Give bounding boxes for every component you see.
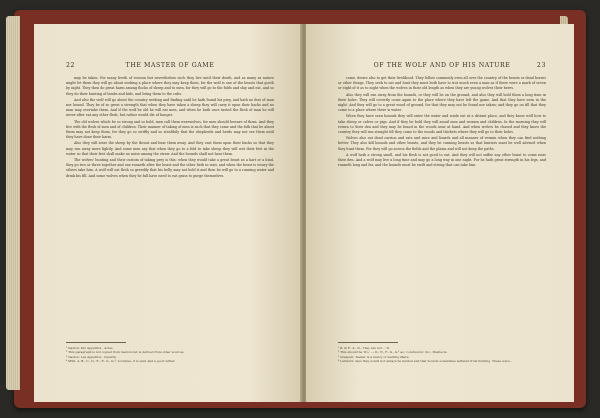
paragraph: The old wolves which be so strong and so bold, men call them werewolves, for men should beware of them. And they live with the flesh of men and of children. Their manner of taking of men is such that they come and the folk that be about them may not keep them, for they go so swiftly and so stealthily that the shepherds and herds may not see them until they have done their harm. [66, 119, 274, 140]
paragraph: When they have seen hounds they will enter the water and wade out at a distant place, and they know well how to take sheep or calves or pigs. And if they be bold they will assail men and women and children. In the morning they will return to their den and they may be found in the woods near at hand. And when wolves be chased and they know the country they will run straight till they come to the woods and thickets where they will go to their holes. [338, 114, 546, 135]
footnote: ³ Graspuli: 'feeble' is a mercy of waiting dhere. [338, 354, 410, 359]
left-running-head: THE MASTER OF GAME [125, 62, 215, 69]
footnote: ³ Gaston: Les Appetitos · lupards. [66, 354, 117, 359]
left-page-body [66, 76, 274, 336]
right-page [306, 24, 574, 402]
paragraph: Also they will seize the sheep by the throat and bear them away. And they cast them upon their backs so that they may run away more lightly. And some men say that when they go to a fold to take sheep they will wet their feet in the water so that their feet shall make no noise among the straw. And the hounds shall not hear them. [66, 141, 274, 156]
footnote: ¹ B. & F., A., D., 'they are not...' D. [338, 346, 390, 350]
right-page-body [338, 76, 546, 336]
footnote: ⁴ MSS. A. B., C., D., E., F., G., G.²; Lorentes, it is said, and a good writer. [66, 359, 176, 364]
footnote: ¹ Gaston: Per Appetitos · Actes. [66, 346, 114, 350]
left-page-number: 22 [66, 62, 76, 69]
left-page-header [66, 62, 274, 72]
right-running-head: OF THE WOLF AND OF HIS NATURE [373, 62, 511, 69]
footnote: ² This paragraph is not copied from Gaston but is derived from other sources. [66, 350, 185, 355]
footnote: ⁴ Lambert: says they would not always be hunted and that hounds sometimes suffered from hunting. These were... [338, 359, 513, 364]
paragraph: A wolf hath a strong smell, and his flesh is not good to eat. And they will not suffer any other beast to come near their den. And a wolf may live a long time and may go a long way in one night. For he hath great strength in his legs, and runneth long and far, and the hounds must be swift and strong that can take him. [338, 152, 546, 168]
footnote-rule [338, 342, 398, 343]
paragraph: Also they will run away from the hounds, or they will be on the ground, and also they will hold them a long time in their holes. They will covertly come again to the place where they have left the game. And that they have seen in the night. And they will go to a great wood of ground, for that they may not be found nor taken; and they go on till that they come to a place where there is water. [338, 92, 546, 113]
footnote: ² This should be 'fro.' — D., E., F., G., G.² as, 'conclusion,' &c., Mentecis. [338, 350, 448, 355]
left-footnotes [66, 346, 274, 364]
paragraph: And also the wolf will go about the country seeking and finding until he hath found his prey, and hath no fear of man nor hound. They be of so great a strength that when they have taken a sheep they will carry it upon their backs and no man may overtake them. And if the wolf be old he will eat men, and when he hath once tasted the flesh of man he will never after eat any other flesh, but rather would die of hunger. [66, 97, 274, 118]
book-spread-container [14, 10, 586, 408]
right-footnotes [338, 346, 546, 364]
page-spread [34, 24, 574, 402]
paragraph: may be taken. For many liveth of venoun but nevertheless such they live until their death, and as many as nature might let them they will go about seeking a place where they may keep them, for the wolf is one of the beasts that goeth by night. They then do great harm among flocks of sheep and to men, for they will go to the folds and slay and eat, and so they do their hunting of lambs and kids, and bring them to the cubs. [66, 76, 274, 96]
footnote-rule [66, 342, 126, 343]
paragraph: come, desire also to get their livelihood. They follow commonly even all over the country of the beasts or dead horses or other things. They seek to eat and hunt they must both have to trot much even a man as if there were a mark of seven or eight of it as to night when the wolves in their old length as when they are young wolves their heres. [338, 76, 546, 91]
left-page [34, 24, 302, 402]
paragraph: Wolves also eat dead carrion and rats and mice and lizards and all manner of vermin when they can find nothing better. They also kill hounds and other beasts, and they be cunning beasts so that hunters must be well advised when they hunt them. For they will go across the fields and the plains and will not keep the paths. [338, 136, 546, 151]
right-page-number: 23 [536, 62, 546, 69]
paragraph: The wolves' hunting and their custom of taking prey is this: when they would take a great beast as a hart or a hind, they go two or three together and one runneth after the beast and the other lieth in wait, and when the beast is weary the others take him. A wolf will eat flesh so greedily that his belly may not hold it and then he will go to a running water and drink his fill. And some wolves when they be full have need to eat grass to purge themselves. [66, 158, 274, 178]
right-page-header [338, 62, 546, 72]
